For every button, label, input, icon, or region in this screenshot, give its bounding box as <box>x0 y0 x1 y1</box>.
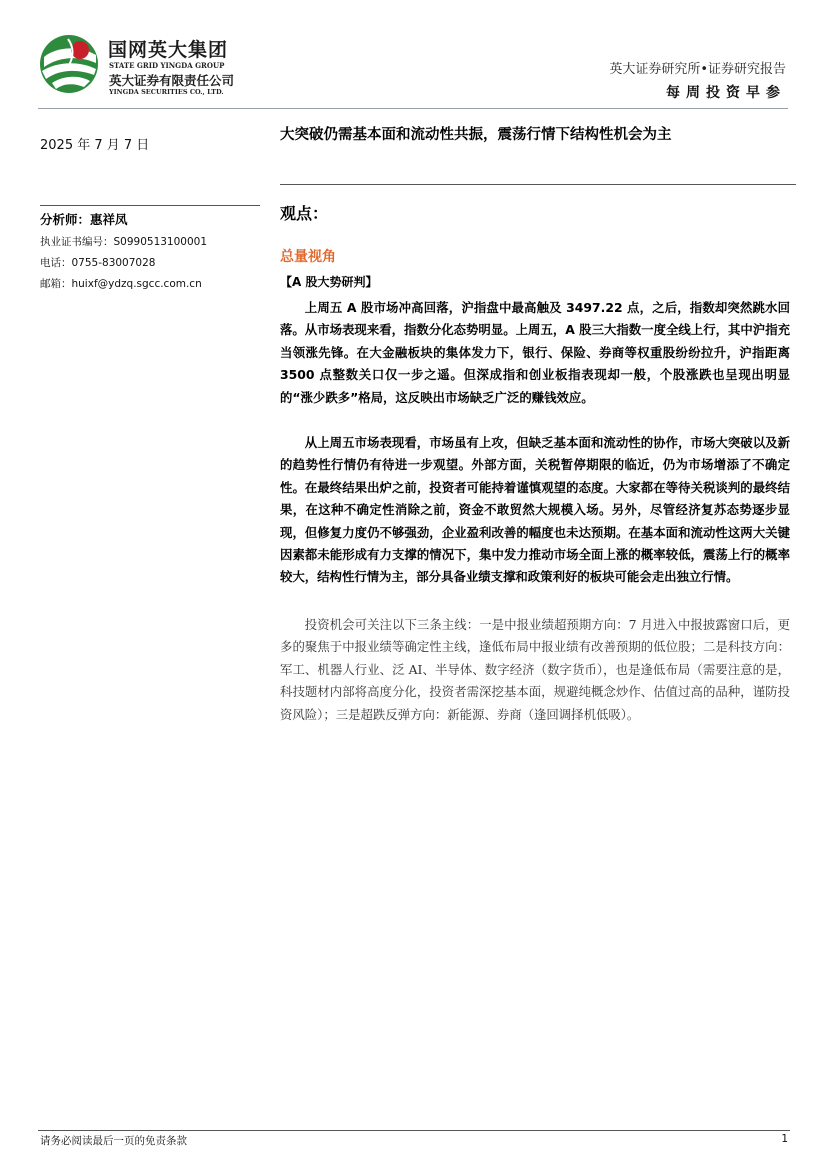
sidebar-divider <box>40 205 260 206</box>
logo-group-name-en: STATE GRID YINGDA GROUP <box>109 61 225 70</box>
analyst-name: 分析师：惠祥凤 <box>40 212 128 227</box>
header-divider <box>38 108 788 109</box>
logo-company-name-en: YINGDA SECURITIES CO., LTD. <box>109 88 224 96</box>
paragraph-market-outlook: 从上周五市场表现看，市场虽有上攻，但缺乏基本面和流动性的协作，市场大突破以及新的趋势性行情仍有待进一步观望。外部方面，关税暂停期限的临近，仍为市场增添了不确定性。在最终结果出炉之前，投资者可能持着谨慎观望的态度。大家都在等待关税谈判的最终结果，在这种不确定性消除之前，资金不敢贸然大规模入场。另外，尽管经济复苏态势逐步显现，但修复力度仍不够强劲，企业盈利改善的幅度也未达预期。在基本面和流动性这两大关键因素都未能形成有力支撑的情况下，集中发力推动市场全面上涨的概率较低，震荡上行的概率较大，结构性行情为主，部分具备业绩支撑和政策利好的板块可能会走出独立行情。 <box>280 435 790 585</box>
paragraph-market-review: 上周五 A 股市场冲高回落，沪指盘中最高触及 3497.22 点，之后，指数却突然跳水回落。从市场表现来看，指数分化态势明显。上周五，A 股三大指数一度全线上行，其中沪指充当领涨先锋。在大金融板块的集体发力下，银行、保险、券商等权重股纷纷拉升，沪指距离 3500 点整数关口仅一步之遥。但深成指和创业板指表现却一般，个股涨跌也呈现出明显的“涨少跌多”格局，这反映出市场缺乏广泛的赚钱效应。 <box>280 300 790 405</box>
paragraph-investment-themes: 投资机会可关注以下三条主线：一是中报业绩超预期方向：7 月进入中报披露窗口后，更多的聚焦于中报业绩等确定性主线，逢低布局中报业绩有改善预期的低位股；二是科技方向：军工、机器人行业、泛 AI、半导体、数字经济（数字货币），也是逢低布局（需要注意的是，科技题材内部将高度分化，投资者需深挖基本面，规避纯概念炒作、估值过高的品种，谨防投资风险）；三是超跌反弹方向：新能源、券商（逢回调择机低吸）。 <box>280 617 790 722</box>
report-title: 大突破仍需基本面和流动性共振，震荡行情下结构性机会为主 <box>280 127 672 143</box>
analyst-phone: 电话：0755-83007028 <box>40 257 156 269</box>
company-logo <box>38 33 248 95</box>
title-divider <box>280 184 796 185</box>
report-date: 2025 年 7 月 7 日 <box>40 138 150 153</box>
view-heading: 观点： <box>280 204 329 223</box>
footer-divider <box>38 1130 790 1131</box>
page-number: 1 <box>781 1133 788 1145</box>
globe-logo-icon <box>38 33 100 95</box>
institute-label: 英大证券研究所•证券研究报告 <box>609 62 786 77</box>
analyst-email: 邮箱：huixf@ydzq.sgcc.com.cn <box>40 278 202 290</box>
logo-company-name: 英大证券有限责任公司 <box>109 73 235 88</box>
analyst-cert: 执业证书编号：S0990513100001 <box>40 236 208 248</box>
logo-group-name: 国网英大集团 <box>108 39 229 61</box>
footer-disclaimer: 请务必阅读最后一页的免责条款 <box>40 1135 187 1147</box>
report-type: 每周投资早参 <box>666 85 786 101</box>
subheading: 【A 股大势研判】 <box>280 275 378 289</box>
section-title: 总量视角 <box>280 249 336 265</box>
